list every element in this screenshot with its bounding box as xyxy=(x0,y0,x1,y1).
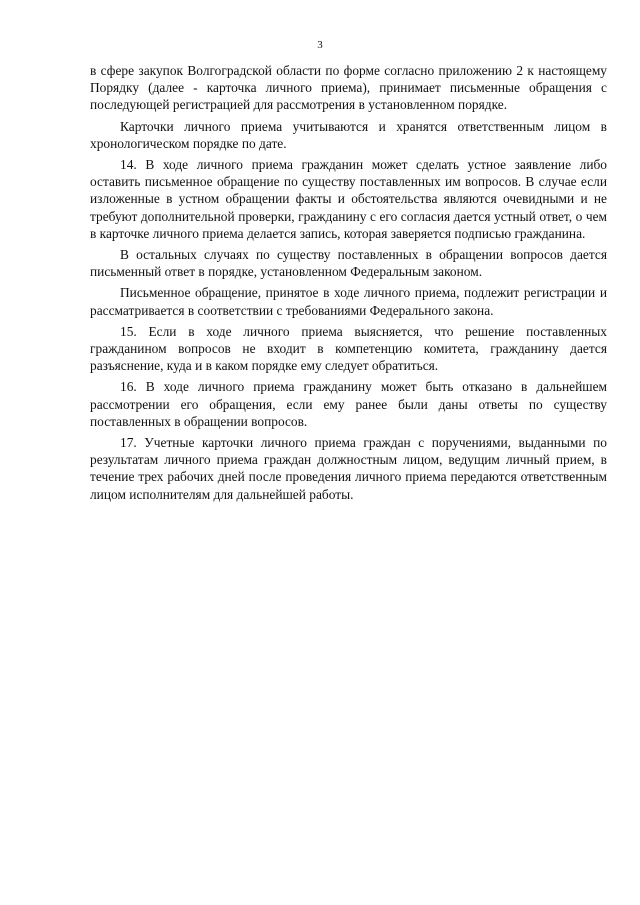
paragraph-cards-storage: Карточки личного приема учитываются и хранятся ответственным лицом в хронологическом порядке по дате. xyxy=(90,118,607,151)
paragraph-item-17: 17. Учетные карточки личного приема граждан с поручениями, выданными по результатам личного приема граждан должностным лицом, ведущим личный прием, в течение трех рабочих дней после проведения личного приема передаются ответственным лицом исполнителям для дальнейшей работы. xyxy=(90,435,607,502)
paragraph-item-16: 16. В ходе личного приема гражданину может быть отказано в дальнейшем рассмотрении его обращения, если ему ранее были даны ответы по существу поставленных в обращении вопросов. xyxy=(90,379,607,429)
paragraph-continuation: в сфере закупок Волгоградской области по форме согласно приложению 2 к настоящему Порядку (далее - карточка личного приема), принимает письменные обращения с последующей регистрацией для рассмотрения в установленном порядке. xyxy=(90,63,607,113)
paragraph-written-answer: В остальных случаях по существу поставленных в обращении вопросов дается письменный ответ в порядке, установленном Федеральным законом. xyxy=(90,247,607,280)
document-body xyxy=(90,62,607,503)
page-number: 3 xyxy=(317,39,323,51)
paragraph-written-appeal-registration: Письменное обращение, принятое в ходе личного приема, подлежит регистрации и рассматривается в соответствии с требованиями Федерального закона. xyxy=(90,285,607,318)
paragraph-item-15: 15. Если в ходе личного приема выясняется, что решение поставленных гражданином вопросов не входит в компетенцию комитета, гражданину дается разъяснение, куда и в каком порядке ему следует обратиться. xyxy=(90,323,607,374)
paragraph-item-14: 14. В ходе личного приема гражданин может сделать устное заявление либо оставить письменное обращение по существу поставленных им вопросов. В случае если изложенные в устном обращении факты и обстоятельства являются очевидными и не требуют дополнительной проверки, гражданину с его согласия дается устный ответ, о чем в карточке личного приема делается запись, которая заверяется подписью гражданина. xyxy=(90,157,607,241)
